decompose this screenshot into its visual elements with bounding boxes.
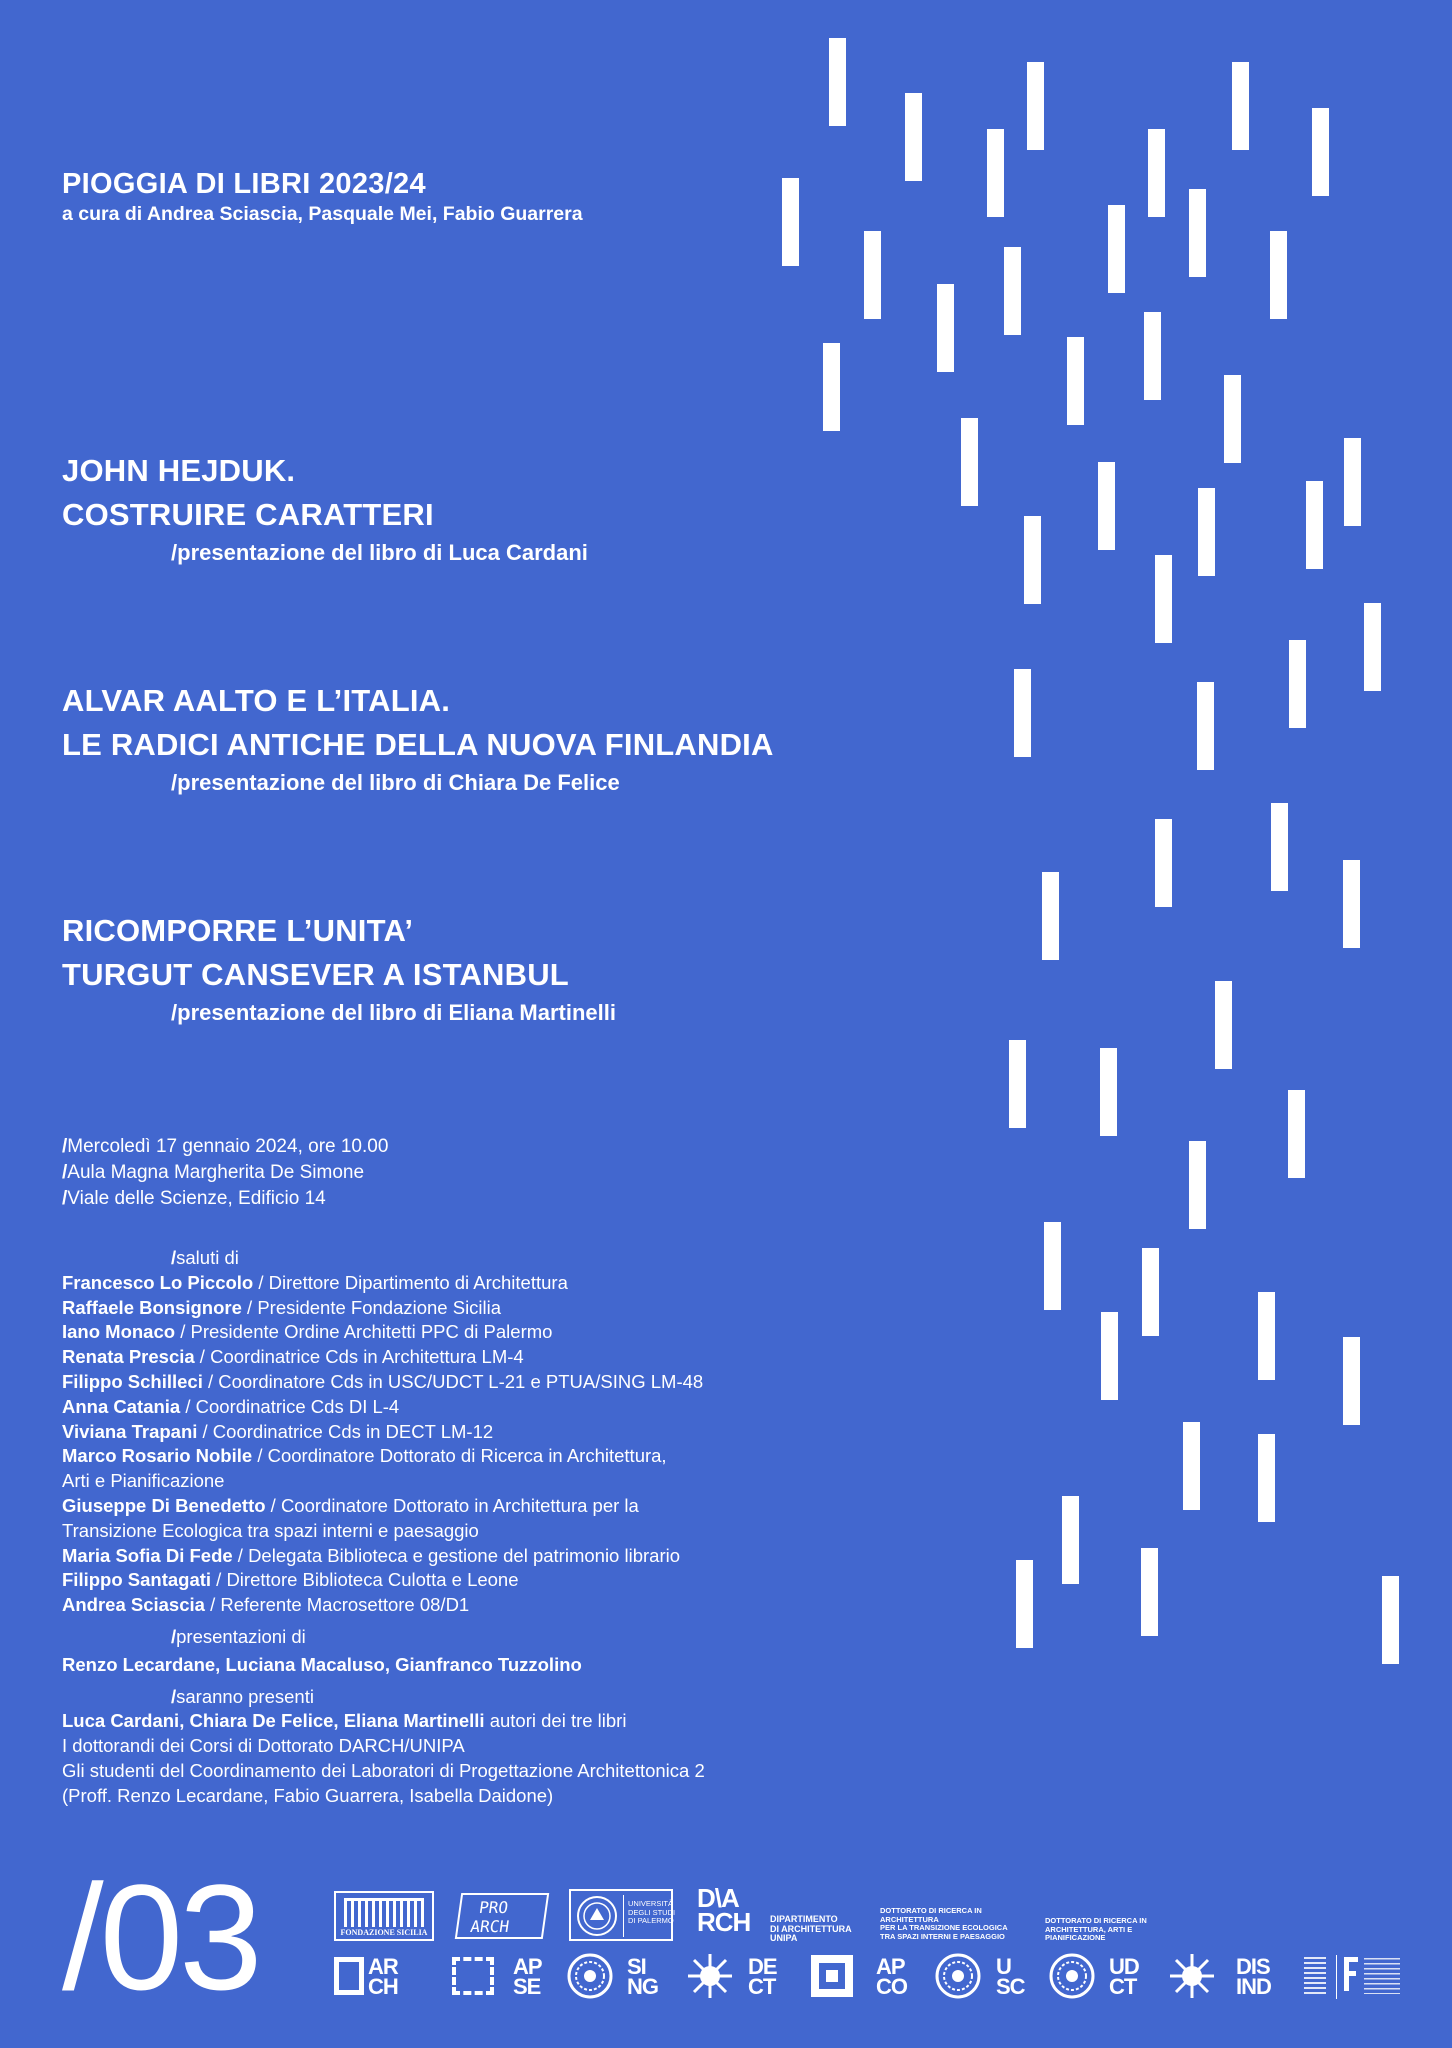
- course-mark-sing: SI NG: [627, 1954, 658, 1999]
- unipa-seal-icon: [575, 1894, 619, 1938]
- greeting-entry-continued: Arti e Pianificazione: [62, 1470, 225, 1492]
- fondazione-sicilia-logo: [334, 1891, 434, 1941]
- book-block: [62, 449, 588, 566]
- book-presentation: /presentazione del libro di Chiara De Felice: [171, 770, 620, 795]
- book-title-line2: COSTRUIRE CARATTERI: [62, 497, 434, 532]
- sun-icon: [686, 1952, 734, 2000]
- seal-icon: [566, 1952, 614, 2000]
- course-mark-apco: AP CO: [876, 1954, 907, 1999]
- greeting-entry: Viviana Trapani / Coordinatrice Cds in DECT LM-12: [62, 1420, 494, 1442]
- darch-label: DIPARTIMENTO DI ARCHITETTURA UNIPA: [770, 1914, 852, 1943]
- greeting-entry: Iano Monaco / Presidente Ordine Architetti PPC di Palermo: [62, 1321, 553, 1343]
- fondazione-label: FONDAZIONE SICILIA: [340, 1928, 428, 1937]
- square-icon: [811, 1955, 853, 1997]
- greeting-entry: Francesco Lo Piccolo / Direttore Dipartimento di Architettura: [62, 1271, 568, 1293]
- rain-bar: [1364, 603, 1381, 691]
- greeting-entry-continued: Transizione Ecologica tra spazi interni e paesaggio: [62, 1519, 479, 1541]
- event-info: [62, 1134, 388, 1212]
- rain-bar: [1142, 1248, 1159, 1336]
- presenters: Renzo Lecardane, Luciana Macaluso, Gianfranco Tuzzolino: [62, 1653, 582, 1675]
- seal-icon: [934, 1952, 982, 2000]
- book-presentation: /presentazione del libro di Eliana Martinelli: [171, 1000, 616, 1025]
- rain-bar: [782, 178, 799, 266]
- darch-mark: D\A RCH: [697, 1883, 751, 1937]
- rain-bar: [1224, 375, 1241, 463]
- greeting-entry: Maria Sofia Di Fede / Delegata Biblioteca e gestione del patrimonio librario: [62, 1544, 680, 1566]
- greeting-entry: Marco Rosario Nobile / Coordinatore Dottorato di Ricerca in Architettura,: [62, 1445, 667, 1467]
- proarch-logo: [455, 1893, 549, 1939]
- rain-bar: [1062, 1496, 1079, 1584]
- book-title-line1: JOHN HEJDUK.: [62, 453, 296, 488]
- rain-bar: [1288, 1090, 1305, 1178]
- building-icon: [344, 1898, 424, 1927]
- unipa-label: UNIVERSITÀ DEGLI STUDI DI PALERMO: [628, 1899, 676, 1925]
- rain-bar: [1067, 337, 1084, 425]
- course-mark-udct: UD CT: [1109, 1954, 1139, 1999]
- rain-bar: [1042, 872, 1059, 960]
- rain-bar: [1098, 462, 1115, 550]
- rain-bar: [1343, 1337, 1360, 1425]
- event-date: /Mercoledì 17 gennaio 2024, ore 10.00: [62, 1136, 389, 1157]
- event-address: /Viale delle Scienze, Edificio 14: [62, 1188, 326, 1209]
- rain-bar: [1270, 231, 1287, 319]
- rain-bar: [1232, 62, 1249, 150]
- book-title-line1: RICOMPORRE L’UNITA’: [62, 913, 414, 948]
- rain-bar: [1014, 669, 1031, 757]
- sun-icon: [1168, 1952, 1216, 2000]
- rain-bar: [1101, 1312, 1118, 1400]
- rain-bar: [864, 231, 881, 319]
- rain-bar: [937, 284, 954, 372]
- rain-bar: [1271, 803, 1288, 891]
- greetings-label: /saluti di: [171, 1247, 239, 1268]
- rain-bar: [961, 418, 978, 506]
- rain-bar: [1027, 62, 1044, 150]
- rain-bar: [1004, 247, 1021, 335]
- book-title-line2: TURGUT CANSEVER A ISTANBUL: [62, 957, 569, 992]
- phd-architecture-arts: DOTTORATO DI RICERCA IN ARCHITETTURA, ARTI E PIANIFICAZIONE: [1045, 1916, 1147, 1942]
- greeting-entry: Andrea Sciascia / Referente Macrosettore 08/D1: [62, 1594, 470, 1616]
- rain-bar: [1024, 516, 1041, 604]
- greeting-entry: Renata Prescia / Coordinatrice Cds in Architettura LM-4: [62, 1346, 524, 1368]
- rain-bar: [1108, 205, 1125, 293]
- fondazione-architetti-logo: [1344, 1957, 1360, 1993]
- proarch-arch: ARCH: [469, 1917, 511, 1936]
- rain-bar: [1344, 438, 1361, 526]
- attendees-authors: Luca Cardani, Chiara De Felice, Eliana Martinelli autori dei tre libri: [62, 1710, 627, 1732]
- rain-bar: [823, 343, 840, 431]
- phd-ecological-transition: DOTTORATO DI RICERCA IN ARCHITETTURA PER LA TRANSIZIONE ECOLOGICA TRA SPAZI INTERNI E PAESAGGIO: [880, 1906, 1008, 1941]
- rain-bar: [1016, 1560, 1033, 1648]
- rain-bar: [1009, 1040, 1026, 1128]
- course-mark-dect: DE CT: [748, 1954, 777, 1999]
- proarch-pro: PRO: [477, 1898, 510, 1917]
- greeting-entry: Giuseppe Di Benedetto / Coordinatore Dottorato in Architettura per la: [62, 1494, 639, 1516]
- greeting-entry: Filippo Santagati / Direttore Biblioteca Culotta e Leone: [62, 1569, 519, 1591]
- rain-bar: [1155, 555, 1172, 643]
- rain-bar: [1148, 129, 1165, 217]
- book-block: [62, 679, 774, 796]
- rain-bar: [1312, 108, 1329, 196]
- rain-bar: [1044, 1222, 1061, 1310]
- book-title-line1: ALVAR AALTO E L’ITALIA.: [62, 683, 451, 718]
- rain-bar: [1100, 1048, 1117, 1136]
- attendees-label: /saranno presenti: [171, 1685, 314, 1707]
- rain-bar: [1144, 312, 1161, 400]
- course-mark-arch: AR CH: [368, 1954, 398, 1999]
- rain-bar: [829, 38, 846, 126]
- rain-bar: [1155, 819, 1172, 907]
- greeting-entry: Raffaele Bonsignore / Presidente Fondazione Sicilia: [62, 1296, 502, 1318]
- greeting-entry: Filippo Schilleci / Coordinatore Cds in USC/UDCT L-21 e PTUA/SING LM-48: [62, 1370, 704, 1392]
- rain-bar: [987, 129, 1004, 217]
- seal-icon: [1048, 1952, 1096, 2000]
- fondazione-architetti-wordmark: [1364, 1958, 1400, 1994]
- rain-bar: [1306, 481, 1323, 569]
- rain-bar: [1198, 488, 1215, 576]
- unipa-logo: [569, 1889, 676, 1941]
- attendees-professors: (Proff. Renzo Lecardane, Fabio Guarrera, Isabella Daidone): [62, 1784, 554, 1806]
- series-title: PIOGGIA DI LIBRI 2023/24: [62, 168, 426, 200]
- course-mark-disind: DIS IND: [1236, 1954, 1271, 1999]
- rain-bar: [1258, 1292, 1275, 1380]
- attendees-phd: I dottorandi dei Corsi di Dottorato DARCH/UNIPA: [62, 1735, 465, 1757]
- rain-bar: [1189, 1141, 1206, 1229]
- rain-bar: [1215, 981, 1232, 1069]
- rain-bar: [1382, 1576, 1399, 1664]
- series-curators: a cura di Andrea Sciascia, Pasquale Mei, Fabio Guarrera: [62, 203, 583, 225]
- course-mark-usc: U SC: [996, 1954, 1025, 1999]
- rain-bar: [1258, 1434, 1275, 1522]
- credits: [62, 1246, 705, 1809]
- attendees-students: Gli studenti del Coordinamento dei Laboratori di Progettazione Architettonica 2: [62, 1759, 705, 1781]
- book-presentation: /presentazione del libro di Luca Cardani: [171, 540, 588, 565]
- rain-bar: [1183, 1422, 1200, 1510]
- dotted-square-icon: [452, 1957, 494, 1995]
- greeting-entry: Anna Catania / Coordinatrice Cds DI L-4: [62, 1395, 400, 1417]
- rain-bar: [1141, 1548, 1158, 1636]
- greetings-list: [62, 1271, 705, 1618]
- square-icon: [334, 1957, 364, 1995]
- ordine-architetti-logo: [1304, 1957, 1326, 1997]
- rain-bar: [1289, 640, 1306, 728]
- rain-bar: [1197, 682, 1214, 770]
- rain-bar: [1189, 189, 1206, 277]
- course-mark-apse: AP SE: [513, 1954, 542, 1999]
- event-room: /Aula Magna Margherita De Simone: [62, 1162, 365, 1183]
- rain-bar: [905, 93, 922, 181]
- presentations-label: /presentazioni di: [171, 1625, 306, 1647]
- issue-number: /03: [62, 1853, 259, 2021]
- book-title-line2: LE RADICI ANTICHE DELLA NUOVA FINLANDIA: [62, 727, 774, 762]
- book-block: [62, 909, 616, 1026]
- rain-bar: [1343, 860, 1360, 948]
